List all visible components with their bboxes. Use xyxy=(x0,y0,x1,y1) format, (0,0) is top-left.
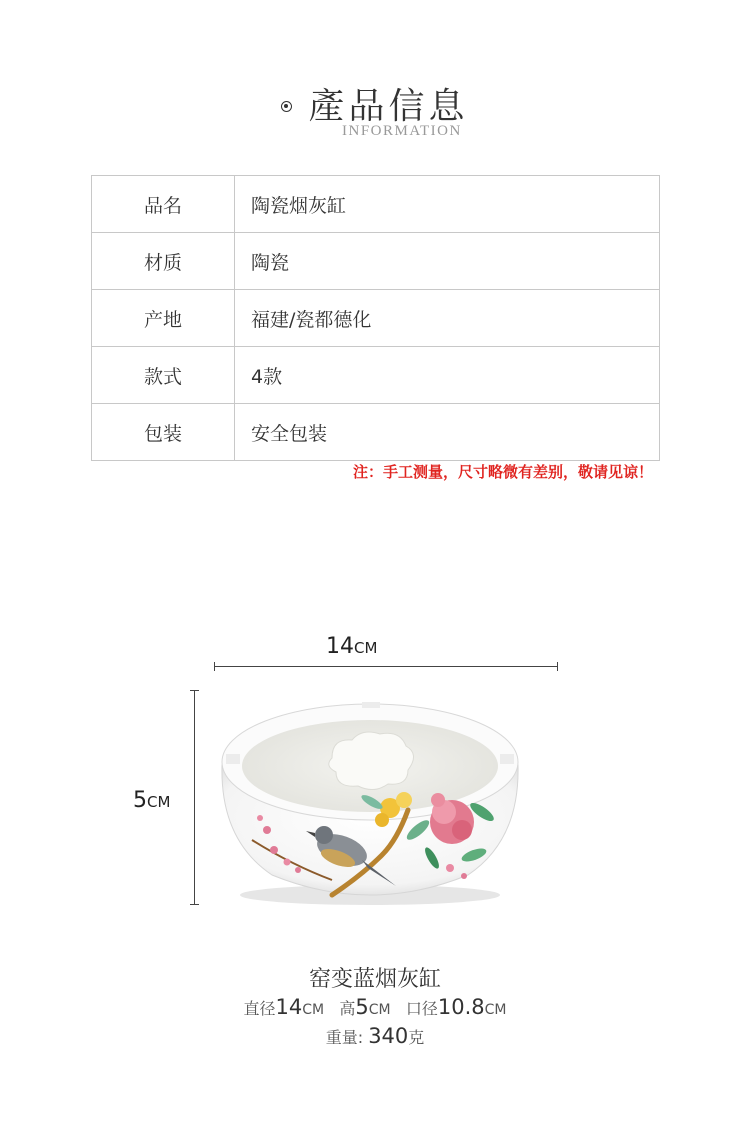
product-weight xyxy=(0,1024,750,1048)
width-unit: CM xyxy=(354,639,378,657)
weight-value: 340 xyxy=(368,1024,409,1048)
spec-key: 品名 xyxy=(92,176,235,233)
table-row xyxy=(92,404,660,461)
height-label: 高 xyxy=(339,999,356,1018)
spec-value: 陶瓷 xyxy=(235,233,660,290)
section-title: 產品信息 xyxy=(308,86,469,127)
product-name: 窑变蓝烟灰缸 xyxy=(308,967,441,992)
product-height-value: 5 xyxy=(355,995,369,1019)
height-dimension-label xyxy=(133,788,170,813)
spec-key: 材质 xyxy=(92,233,235,290)
product-height-unit: CM xyxy=(368,1002,391,1018)
diameter-unit: CM xyxy=(302,1002,325,1018)
section-header xyxy=(0,78,750,139)
ashtray-image xyxy=(212,690,532,920)
spec-key: 包装 xyxy=(92,404,235,461)
mouth-value: 10.8 xyxy=(437,995,485,1019)
width-value: 14 xyxy=(326,634,354,659)
table-row xyxy=(92,290,660,347)
height-value: 5 xyxy=(133,788,147,813)
diameter-value: 14 xyxy=(275,995,303,1019)
spec-key: 款式 xyxy=(92,347,235,404)
spec-table xyxy=(91,175,660,461)
table-row xyxy=(92,347,660,404)
product-dimensions xyxy=(0,995,750,1019)
height-dimension-line xyxy=(194,690,195,905)
height-unit: CM xyxy=(147,793,171,811)
width-dimension-label xyxy=(326,634,377,659)
spec-value: 4款 xyxy=(235,347,660,404)
spec-value: 陶瓷烟灰缸 xyxy=(235,176,660,233)
width-dimension-line xyxy=(214,666,558,667)
table-row xyxy=(92,176,660,233)
spec-value: 福建/瓷都德化 xyxy=(235,290,660,347)
section-subtitle: INFORMATION xyxy=(342,123,462,139)
weight-label: 重量: xyxy=(325,1028,369,1047)
mouth-unit: CM xyxy=(484,1002,507,1018)
bullet-icon xyxy=(281,101,292,112)
mouth-label: 口径 xyxy=(405,999,438,1018)
measurement-note: 注：手工测量，尺寸略微有差别，敬请见谅！ xyxy=(352,463,653,481)
diameter-label: 直径 xyxy=(243,999,276,1018)
spec-key: 产地 xyxy=(92,290,235,347)
weight-unit: 克 xyxy=(408,1028,425,1047)
table-row xyxy=(92,233,660,290)
spec-value: 安全包装 xyxy=(235,404,660,461)
